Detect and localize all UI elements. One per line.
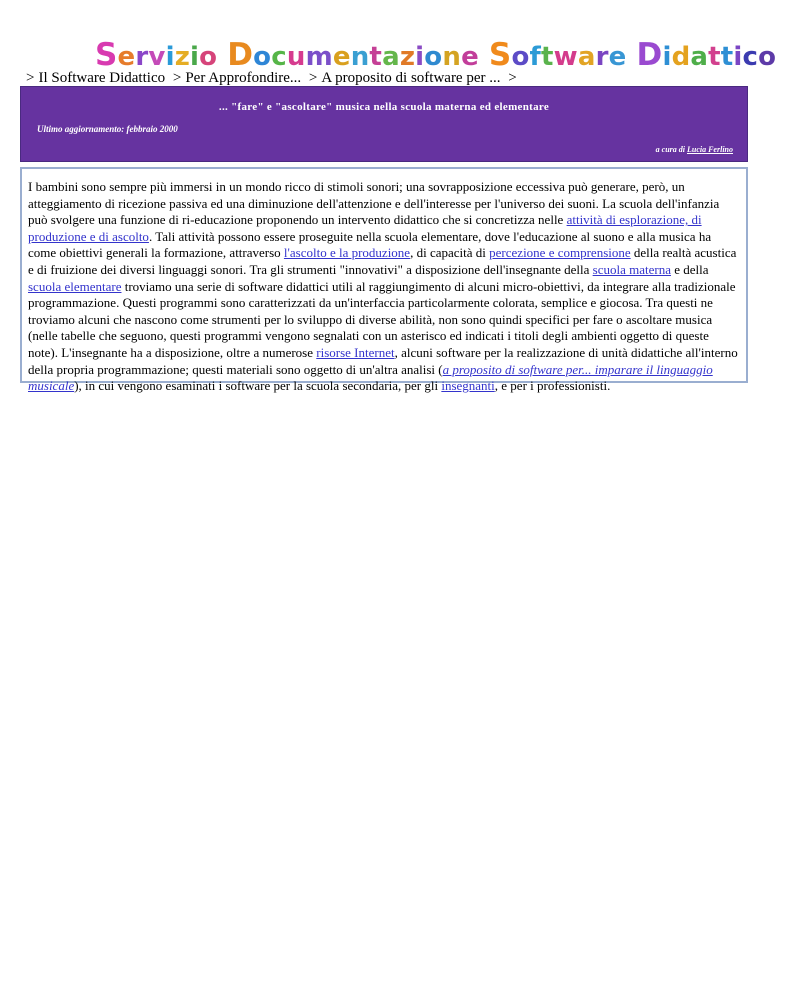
- logo-letter: i: [165, 42, 175, 72]
- body-text: , e per i professionisti.: [494, 378, 611, 394]
- author-link[interactable]: Lucia Ferlino: [686, 145, 733, 154]
- logo-letter: a: [577, 42, 596, 72]
- logo-letter: i: [415, 42, 425, 72]
- logo-letter: i: [662, 42, 672, 72]
- logo-word: [227, 37, 479, 73]
- breadcrumb-separator: >: [172, 70, 182, 86]
- logo-letter: m: [305, 42, 333, 72]
- page-title: ... "fare" e "ascoltare" musica nella scuola materna ed elementare: [218, 101, 550, 113]
- logo-letter: a: [382, 42, 400, 72]
- link-ascolto-produzione[interactable]: l'ascolto e la produzione: [283, 245, 411, 261]
- logo-letter: i: [190, 42, 200, 72]
- logo-letter: t: [720, 42, 734, 72]
- logo-letter: o: [424, 42, 443, 72]
- logo-letter: e: [117, 42, 136, 72]
- logo-letter: o: [199, 42, 218, 72]
- site-logo: [95, 37, 777, 73]
- body-text: troviamo una serie di software didattici utili al raggiungimento di alcuni micro-obiettivi, da integrare alla tradizionale programmazione. Questi programmi sono caratterizzati da un'interfaccia particolarmente colorata, semplice e giocosa. Tra questi ne troviamo alcuni che nascono come strumenti per lo sviluppo di diverse abilità, non sono quindi specifici per fare o ascoltare musica (nelle tabelle che seguono, questi programmi vengono segnalati con un asterisco ed indicati i titoli degli ambienti oggetto di queste note). L'insegnante ha a disposizione, oltre a numerose: [28, 278, 736, 360]
- breadcrumb-item-a-proposito[interactable]: A proposito di software per ...: [321, 70, 501, 86]
- logo-letter: f: [529, 42, 542, 72]
- body-text: , di capacità di: [410, 245, 490, 261]
- article-header: [20, 86, 748, 162]
- logo-letter: c: [742, 42, 759, 72]
- logo-letter: o: [511, 42, 530, 72]
- logo-letter: e: [332, 42, 351, 72]
- logo-word: [488, 37, 627, 73]
- link-percezione-comprensione[interactable]: percezione e comprensione: [489, 245, 631, 261]
- breadcrumb-separator: >: [26, 70, 35, 86]
- logo-letter: a: [690, 42, 709, 72]
- breadcrumb-item-per-approfondire[interactable]: Per Approfondire...: [185, 70, 302, 86]
- breadcrumb: [22, 70, 521, 87]
- logo-letter: e: [608, 42, 627, 72]
- logo-letter: r: [135, 42, 149, 72]
- breadcrumb-separator: >: [308, 70, 318, 86]
- article-paragraph: [28, 179, 742, 395]
- logo-letter: z: [174, 42, 191, 72]
- link-esplorazione-produzione-ascolto[interactable]: attività di esplorazione, di produzione e di ascolto: [28, 212, 702, 244]
- logo-letter: d: [671, 42, 691, 72]
- body-text: , alcuni software per la realizzazione di unità didattiche all'interno della propria programmazione; questi materiali sono oggetto di un'altra analisi (: [28, 344, 738, 377]
- link-imparare-linguaggio-musicale[interactable]: a proposito di software per... imparare il linguaggio musicale: [28, 361, 713, 394]
- body-text: ), in cui vengono esaminati i software per la scuola secondaria, per gli: [74, 378, 442, 394]
- logo-letter: c: [271, 42, 287, 72]
- breadcrumb-separator: >: [508, 70, 517, 86]
- logo-letter: D: [636, 37, 663, 73]
- link-scuola-materna[interactable]: scuola materna: [592, 261, 671, 277]
- author-prefix: a cura di: [655, 145, 685, 154]
- logo-letter: D: [227, 37, 254, 73]
- logo-letter: n: [442, 42, 462, 72]
- last-update-date: Ultimo aggiornamento: febbraio 2000: [37, 124, 178, 134]
- logo-letter: v: [148, 42, 166, 72]
- body-text: della realtà acustica e di fruizione dei diversi linguaggi sonori. Tra gli strumenti "innovativi" a disposizione dell'insegnante della: [28, 245, 737, 277]
- author-credit: [656, 145, 733, 154]
- logo-word: [636, 37, 777, 73]
- logo-letter: e: [461, 42, 479, 72]
- content-box: [20, 167, 748, 394]
- body-text: . Tali attività possono essere proseguite nella scuola elementare, dove l'educazione al suono e alla musica ha come obiettivi generali la formazione, attraverso: [28, 228, 712, 261]
- logo-letter: r: [595, 42, 609, 72]
- body-text: I bambini sono sempre più immersi in un mondo ricco di stimoli sonori; una sovrapposizione eccessiva può generare, però, un atteggiamento di ricezione passiva ed una diminuzione dell'attenzione e dell'interesse per l'universo dei suoni. La scuola dell'infanzia può svolgere una funzione di ri-educazione proponendo un intervento didattico che si concretizza nelle: [28, 179, 720, 228]
- logo-letter: o: [758, 42, 777, 72]
- logo-letter: u: [286, 42, 306, 72]
- link-risorse-internet[interactable]: risorse Internet: [316, 344, 395, 360]
- logo-letter: t: [541, 42, 554, 72]
- logo-letter: n: [350, 42, 370, 72]
- logo-letter: t: [708, 42, 721, 72]
- logo-letter: w: [553, 42, 578, 72]
- breadcrumb-item-software-didattico[interactable]: Il Software Didattico: [38, 70, 166, 86]
- body-text: e della: [670, 261, 709, 277]
- logo-letter: S: [95, 37, 118, 73]
- logo-letter: o: [253, 42, 272, 72]
- logo-letter: t: [369, 42, 383, 72]
- logo-letter: S: [488, 37, 512, 73]
- article-body: [28, 179, 742, 395]
- logo-word: [95, 37, 218, 73]
- logo-letter: i: [733, 42, 743, 72]
- link-insegnanti[interactable]: insegnanti: [441, 378, 495, 394]
- logo-letter: z: [399, 42, 416, 72]
- link-scuola-elementare[interactable]: scuola elementare: [28, 278, 122, 294]
